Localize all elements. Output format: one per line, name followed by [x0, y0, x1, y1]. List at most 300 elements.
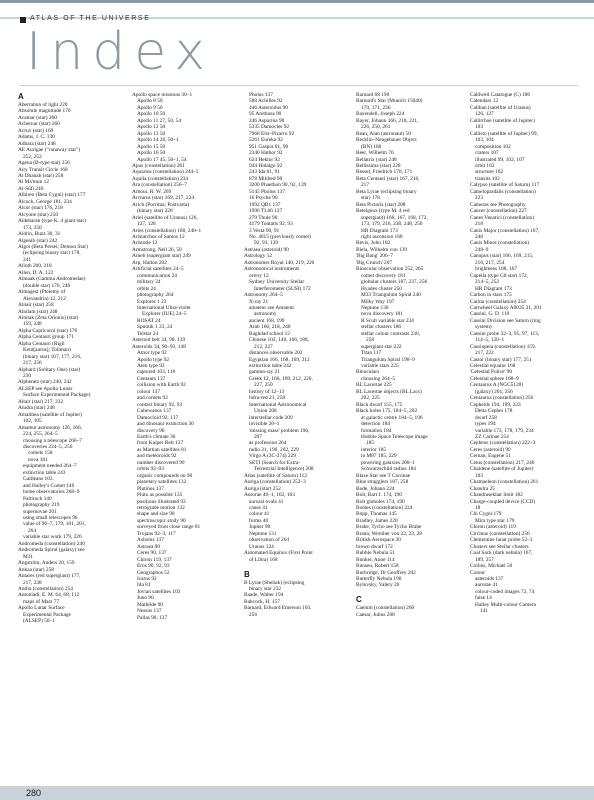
index-entry: radio 21, 196, 202, 229: [249, 446, 299, 453]
index-entry: detection 184: [361, 421, 390, 428]
index-entry: (binary star) 167, 177, 216,: [23, 353, 82, 360]
index-entry: Cassiopeia (constellation) 159,: [470, 343, 537, 350]
index-entry: Achernar (star) 260: [18, 121, 60, 128]
index-entry: positions illustrated 93: [137, 498, 186, 505]
index-entry: Celestial sphere 168–9: [470, 375, 519, 382]
index-entry: 224, 255, 264–5: [23, 431, 58, 438]
index-entry: stellar colour contrasts 230,: [361, 330, 421, 337]
index-entry: supergiant) 166, 167, 168, 172,: [361, 214, 428, 221]
index-entry: Bolt, Bart J. 174, 190: [356, 492, 402, 499]
index-entry: ZZ Carinae 254: [475, 434, 509, 441]
index-entry: (BN) 180: [361, 143, 382, 150]
index-entry: 127, 128: [137, 221, 156, 228]
index-entry: 185: [366, 440, 375, 447]
index-entry: No. 4015 (previously comet): [249, 233, 311, 240]
index-entry: Bolt globules 174, 190: [356, 498, 405, 505]
index-entry: Cepheus (constellation) 222–3: [470, 440, 536, 447]
index-entry: Hyades cluster 250: [361, 285, 402, 292]
index-entry: 878 Mildred 90: [249, 175, 283, 182]
index-entry: Bode, Johann 224: [356, 485, 395, 492]
index-entry: Caesar, Julius 208: [356, 611, 395, 618]
index-entry: Astronomical instruments: [244, 266, 300, 273]
index-entry: Almagest (Ptolemy of: [18, 289, 66, 296]
index-entry: Egyptian 166, 168, 169, 212: [249, 356, 310, 363]
index-entry: Damocloid 92, 137: [137, 414, 179, 421]
index-entry: Mira type star 179: [475, 517, 515, 524]
index-entry: collision with Earth 92: [137, 382, 186, 389]
index-entry: ancient 168, 199: [249, 317, 285, 324]
index-entry: Pallas 90, 137: [137, 614, 168, 621]
index-entry: Bellissima (star) 228: [356, 162, 401, 169]
index-entry: BL Lacertae objects (BL Lacs): [356, 388, 422, 395]
index-entry: Alcyone (star) 250: [18, 211, 59, 218]
index-entry: Cetus (constellation) 217, 246: [470, 459, 535, 466]
index-entry: nova discovery 181: [361, 311, 403, 318]
index-entry: Arneb (supergiant star) 249: [132, 253, 191, 260]
index-entry: Algol (Beta Persei; Demon Star): [18, 243, 88, 250]
index-entry: 246 Asporina 90: [249, 117, 285, 124]
index-entry: Bradley, James 220: [356, 517, 398, 524]
index-entry: 1996 TL66 137: [249, 208, 283, 215]
index-entry: Ara (constellation) 256–7: [132, 182, 187, 189]
index-entry: 159, 248: [23, 321, 42, 328]
index-entry: Asbolus 137: [137, 537, 164, 544]
index-entry: Apollo 8 50: [137, 98, 163, 105]
index-entry: Alpha Capricorni (star) 176: [18, 327, 78, 334]
index-entry: maps of Mars 77: [23, 598, 60, 605]
index-entry: Arbour, R. W. 269: [132, 188, 172, 195]
index-entry: supernovae 201: [23, 508, 57, 515]
index-entry: 103: [475, 472, 484, 479]
index-entry: brightness 168, 167: [475, 266, 518, 273]
index-entry: using small telescopes 96: [23, 515, 78, 521]
index-entry: Apollo Lunar Surface: [18, 605, 65, 612]
index-entry: Apollo 17 45, 50–1, 54: [137, 156, 187, 163]
index-entry: Interferometer (SUSI) 172: [254, 285, 311, 292]
index-entry: 264: [28, 527, 37, 534]
index-entry: Centaurus (constellation) 256: [470, 395, 534, 402]
index-entry: Artificial satellites 24–5: [132, 266, 184, 273]
index-entry: right ascension 168: [361, 233, 403, 240]
index-entry: choosing a telescope 266–7: [23, 437, 82, 444]
index-entry: Chandra 25: [470, 485, 495, 492]
index-entry: photography 264: [137, 292, 174, 299]
index-entry: 217, 256: [23, 360, 42, 367]
index-entry: contact binary 92, 93: [137, 401, 183, 408]
index-columns: [18, 92, 578, 782]
index-entry: discovery 90: [137, 427, 165, 434]
index-entry: 279 Thule 90: [249, 214, 278, 221]
index-entry: 170, 171, 236: [361, 104, 391, 111]
index-entry: Babcock, H. 157: [244, 598, 280, 605]
index-entry: Cassini probe 32–3, 95, 97, 113,: [470, 330, 540, 337]
index-entry: gamma-ray 21: [249, 369, 281, 376]
index-entry: British Aerospace 30: [356, 537, 401, 544]
index-entry: Uranus 124: [249, 543, 274, 550]
index-entry: discoveries 234–5, 256: [23, 444, 73, 451]
index-entry: M31: [23, 553, 34, 560]
index-entry: variable 173, 178, 179, 234: [475, 427, 534, 434]
index-entry: 3200 Phaethon 90, 92, 139: [249, 182, 307, 189]
index-entry: Milky Way 197: [361, 298, 395, 305]
section-letter: C: [356, 595, 362, 605]
index-entry: Cernan, Eugene 51: [470, 453, 511, 460]
index-entry: 3 Vesta 90, 91: [249, 227, 280, 234]
index-entry: Calendars 12: [470, 98, 499, 105]
index-entry: Apollo space missions 30–1: [132, 92, 193, 98]
index-entry: in M87 185, 229: [361, 453, 397, 460]
index-entry: 217, 222: [475, 350, 494, 357]
index-entry: Aristotle 12: [132, 240, 158, 247]
index-entry: 173, 179, 216, 238, 248, 250: [361, 221, 423, 228]
index-entry: 227, 250: [254, 382, 273, 389]
index-entry: planetary satellites 132: [137, 479, 187, 486]
index-entry: military 24: [137, 279, 161, 286]
index-entry: Black holes 175, 184–5, 202: [356, 408, 418, 415]
index-entry: 7968 Elst–Pizarro 92: [249, 130, 295, 137]
index-entry: Chaldene (satellite of Jupiter): [470, 466, 534, 473]
index-entry: Plutinos 137: [137, 485, 164, 492]
index-entry: Atlas (satellite of Saturn) 112: [244, 472, 308, 479]
index-entry: Jovian satellites 103: [137, 588, 181, 595]
index-entry: as profession 264: [249, 440, 287, 447]
index-entry: Juno 90: [137, 595, 154, 602]
index-entry: 212, 227: [254, 343, 273, 350]
index-entry: orbit 103: [475, 162, 495, 169]
index-entry: Cepheids 194, 199, 223: [470, 401, 521, 408]
index-entry: interstellar code 209: [249, 414, 293, 421]
index-entry: Schwarzschild radius 184: [361, 466, 416, 473]
index-entry: Clementine lunar probe 52–3: [470, 537, 533, 544]
index-entry: Allen, D. A. 122: [18, 269, 54, 276]
index-entry: Bopp, Thomas 145: [356, 511, 397, 518]
index-entry: Centaurus A (NGC5128): [470, 382, 524, 389]
index-entry: formation 184: [361, 427, 392, 434]
index-entry: Caelum (constellation) 260: [356, 605, 415, 612]
index-entry: Canes Venatici (constellation): [470, 214, 535, 221]
index-entry: Aberration of light 220: [18, 102, 68, 108]
index-entry: orbits 24: [137, 285, 156, 292]
index-entry: 5145 Pholus 137: [249, 188, 285, 195]
index-entry: 4179 Toutatis 92, 93: [249, 221, 293, 228]
index-entry: Colour: [470, 569, 485, 576]
index-entry: Greek 12, 166, 169, 212, 220,: [249, 375, 313, 382]
index-entry: retrograde motion 132: [137, 505, 185, 511]
index-entry: ROSAT 24: [137, 317, 161, 324]
running-title: ATLAS OF THE UNIVERSE: [30, 15, 151, 22]
index-entry: Geographos 52: [137, 569, 170, 576]
index-entry: Arcturus (star) 169, 217, 224: [132, 195, 195, 202]
index-entry: Aten type 92: [137, 363, 165, 370]
index-entry: Aldebaran (type K. 4 giant star): [18, 218, 86, 225]
index-entry: Airy Transit Circle 168: [18, 166, 68, 173]
index-entry: observation of 264: [249, 537, 290, 544]
index-entry: Antoniadi, E. M. 64, 68, 112: [18, 592, 80, 599]
index-entry: Mathilde 90: [137, 601, 163, 608]
index-entry: Chamaeleon (constellation) 261: [470, 479, 539, 486]
index-entry: interior 185: [361, 446, 387, 453]
index-entry: Caldwell Catalogue (C) 186: [470, 92, 531, 98]
index-entry: Auriga (constellation) 252–3: [244, 479, 306, 486]
index-entry: Ångström, Anders 20, 159: [18, 560, 75, 567]
index-entry: 189, 257: [475, 556, 494, 563]
index-entry: Sydney University Stellar: [249, 279, 305, 286]
index-entry: variable star work 179, 226: [23, 534, 82, 541]
index-entry: 252, 253: [23, 153, 42, 160]
index-entry: 207: [254, 434, 263, 441]
index-entry: 202, 225: [361, 395, 380, 402]
index-entry: 102, 105: [23, 418, 42, 425]
index-entry: Byluvsky, Valery 26: [356, 582, 400, 589]
index-entry: Terrestrial Intelligence) 208: [254, 466, 314, 473]
index-entry: Explorer 1 23: [137, 298, 167, 305]
index-entry: Burbridge, Dr Geoffrey 202: [356, 569, 416, 576]
index-entry: 214–5, 252: [475, 279, 500, 286]
index-entry: Astraea 90: [137, 543, 160, 550]
index-entry: X-ray 21: [249, 298, 269, 305]
index-entry: colour 41: [249, 511, 270, 518]
index-entry: Blue stragglers 187, 258: [356, 479, 409, 486]
index-entry: craters 107: [475, 150, 499, 157]
index-entry: Biela, Wilhelm von 139: [356, 246, 408, 253]
index-entry: Aurorae 40–1, 162, 163: [244, 492, 295, 499]
index-entry: Virgo A (3C-274) 229: [249, 453, 296, 460]
index-entry: Agena (B-type star) 256: [18, 160, 70, 167]
index-entry: 'Big Bang' 206–7: [356, 253, 393, 260]
index-entry: 226, 250, 261: [361, 124, 391, 131]
index-entry: Earth's climate 36: [137, 434, 176, 441]
index-entry: Cubewanos 137: [137, 408, 172, 415]
index-entry: comets 158: [28, 450, 53, 457]
index-entry: Alnair (star) 258: [18, 302, 54, 309]
index-entry: asteroids 137: [475, 575, 504, 582]
index-entry: Canis Major (constellation) 167,: [470, 227, 540, 234]
index-entry: Astraea (asteroid) 90: [244, 246, 289, 253]
index-entry: transits 102: [475, 175, 500, 182]
index-entry: shape and size 90: [137, 511, 175, 518]
index-entry: extinction table 242: [249, 363, 292, 370]
index-entry: Hubble Space Telescope image: [361, 434, 428, 441]
index-entry: Bellatrix (star) 248: [356, 156, 397, 163]
index-entry: Alcock, George 181, 234: [18, 198, 72, 205]
index-entry: Titan 117: [361, 350, 382, 357]
index-entry: Experimental Package: [23, 611, 71, 618]
index-entry: Baade, Walter 194: [244, 592, 284, 599]
index-entry: Barnard's Star (Munich 15040): [356, 98, 423, 105]
index-column-2: [132, 92, 238, 621]
index-entry: Pluto as possible 135: [137, 492, 183, 499]
index-entry: Albireo (Beta Cygni) (star) 177: [18, 192, 86, 199]
index-entry: history of 12–13: [249, 388, 285, 395]
index-entry: 217: [361, 182, 370, 189]
index-entry: communication 24: [137, 272, 177, 279]
section-letter: B: [244, 569, 250, 579]
index-entry: Alcor (star) 176, 218: [18, 205, 63, 212]
index-entry: Carbon in stars 175: [470, 292, 512, 299]
index-entry: Beta Lyrae (eclipsing binary: [356, 188, 417, 195]
index-entry: Adams, J. C. 130: [18, 134, 55, 141]
index-entry: Amor type 92: [137, 350, 167, 357]
index-entry: Al Ma'mun 12: [18, 179, 49, 186]
index-entry: HR Diagram 173: [475, 285, 512, 292]
index-entry: as Martian satellites 81: [137, 446, 187, 453]
index-entry: Collins, Michael 50: [470, 563, 513, 570]
index-entry: Alpheratz (star) 240, 242: [18, 379, 72, 386]
index-entry: extinction table 243: [23, 469, 66, 476]
footer-bar: [0, 786, 594, 800]
index-entry: BL Lacertae 225: [356, 382, 392, 389]
index-entry: 'Celestial Police' 90: [470, 369, 512, 376]
index-entry: 2340 Hathor 92: [249, 150, 283, 157]
index-entry: value of 96–7, 179, 181, 201,: [23, 521, 86, 528]
index-entry: 114–5, 120–1: [475, 337, 505, 344]
index-entry: Canopus (star) 166, 169, 215,: [470, 253, 534, 260]
index-entry: Neptune 130: [361, 304, 389, 311]
index-entry: 5261 Eureka 92: [249, 137, 283, 144]
index-entry: Paltiroch 140: [23, 495, 52, 502]
index-entry: of Libra) 168: [249, 556, 278, 563]
index-entry: Caliban (satellite of Uranus): [470, 104, 531, 111]
index-entry: Bean, Alan (astronaut) 50: [356, 130, 411, 137]
index-entry: 223: [475, 195, 484, 202]
index-entry: Bubble Nebula 51: [356, 550, 395, 557]
index-entry: stellar clusters 186: [361, 324, 402, 331]
index-entry: aurorae 41: [475, 582, 498, 589]
index-entry: Binoculars: [356, 369, 380, 376]
index-entry: Black dwarf 155, 175: [356, 401, 403, 408]
title-rule: [20, 85, 578, 86]
index-entry: Binocular observation 252, 265: [356, 266, 424, 273]
top-rule: [0, 0, 594, 3]
index-entry: Barnard, Edward Emerson 103,: [244, 605, 312, 612]
index-entry: orbits 92–93: [137, 466, 164, 473]
index-entry: dwarf 258: [475, 414, 497, 421]
index-entry: Icarus 92: [137, 575, 157, 582]
index-entry: and Halley's Comet 140: [23, 482, 75, 489]
index-entry: Bayer, Johann 166, 218, 221,: [356, 117, 419, 124]
index-entry: choosing 264–5: [361, 375, 395, 382]
index-entry: Delta Cephei 178: [475, 408, 513, 415]
index-entry: Chiron 119, 137: [137, 556, 172, 563]
section-letter: A: [18, 92, 24, 101]
index-entry: Apus (constellation) 261: [132, 162, 185, 169]
index-entry: 248–9: [475, 246, 489, 253]
index-entry: home observatories 268–9: [23, 489, 80, 496]
index-entry: Callisto (satellite of Jupiter) 99,: [470, 130, 538, 137]
index-entry: Alnilam (star) 248: [18, 308, 58, 315]
index-entry: 18: [475, 505, 481, 511]
index-entry: cause 41: [249, 505, 268, 511]
index-entry: (double star) 176, 240: [23, 282, 71, 289]
index-entry: Chiron (asteroid) 119: [470, 524, 516, 531]
index-entry: system): [475, 324, 492, 331]
index-entry: Cassini, G. D. 110: [470, 311, 510, 318]
index-entry: amateur see Amateur: [249, 304, 295, 311]
index-entry: Telstar 24: [137, 330, 159, 337]
index-entry: Braun, Wernher von 22, 23, 28: [356, 530, 422, 537]
index-entry: forms 40: [249, 517, 269, 524]
index-entry: Charge-coupled device (CCD): [470, 498, 536, 505]
index-entry: surveyed from close range 81: [137, 524, 201, 531]
index-entry: Ceres 90, 137: [137, 550, 167, 557]
index-entry: equipment needed 264–7: [23, 463, 77, 470]
index-entry: orrery 12: [249, 272, 269, 279]
index-entry: from Kuiper Belt 137: [137, 440, 184, 447]
index-entry: Eros 90, 92, 93: [137, 563, 170, 570]
index-entry: Cancer (constellation) 227: [470, 208, 527, 215]
index-entry: Carina (constellation) 254: [470, 298, 526, 305]
index-entry: Auriga (star) 252: [244, 485, 281, 492]
index-entry: Asteroid belt 34, 90, 139: [132, 337, 186, 344]
index-entry: Adhara (star) 248: [18, 140, 56, 147]
index-entry: 95 Arethusa 90: [249, 111, 282, 118]
index-entry: Surface Experimental Package): [23, 392, 91, 399]
index-entry: Algenib (star) 242: [18, 237, 58, 244]
index-entry: Acamar (star) 260: [18, 114, 57, 121]
index-entry: Altair (star) 217, 232: [18, 398, 64, 405]
index-entry: captured 103, 116: [137, 369, 176, 376]
index-entry: Astronomy 264–5: [244, 292, 283, 299]
index-entry: Castor (binary star) 177, 251: [470, 356, 532, 363]
index-entry: Beer, Wilhelm 76: [356, 150, 394, 157]
index-entry: infra-red 21, 258: [249, 395, 286, 402]
index-entry: 173, 250: [23, 224, 42, 231]
index-entry: structure 102: [475, 169, 504, 176]
index-entry: Halley Multi-colour Camera: [475, 601, 536, 608]
index-entry: Asteroids 34, 90–93, 148: [132, 343, 186, 350]
index-entry: Sputnik 1 23, 24: [137, 324, 173, 331]
index-entry: Ceres (asteroid) 90: [470, 446, 511, 453]
index-entry: Amalthea (satellite of Jupiter): [18, 411, 82, 418]
index-entry: colour-coded images 72, 74: [475, 588, 535, 595]
index-entry: Chandrasekhar limit 182: [470, 492, 523, 499]
index-entry: nova 181: [28, 456, 48, 463]
index-entry: SETI (Search for Extra-: [249, 459, 301, 466]
index-entry: Apollo 14 26, 50–1: [137, 137, 179, 144]
index-entry: Al-Sûfi 240: [18, 185, 44, 192]
index-entry: R Scuti variable star 234: [361, 317, 414, 324]
index-entry: and comets 92: [137, 395, 168, 402]
index-entry: Baghdad school 12: [249, 330, 290, 337]
index-entry: Arich (Porrima; Postvarta): [132, 201, 189, 208]
index-entry: Beta Pictoris (star) 208: [356, 201, 406, 208]
index-entry: globular clusters 187, 237, 256: [361, 279, 428, 286]
index-entry: Kent[aurus]; Toliman): [23, 347, 71, 354]
index-entry: 141: [480, 608, 489, 615]
index-entry: Galileans 103: [23, 476, 53, 483]
index-entry: Apollo 11 27, 50, 54: [137, 117, 182, 124]
index-entry: Apollo 15 50: [137, 143, 166, 150]
index-entry: Absolute magnitude 170: [18, 108, 71, 115]
index-entry: Alpha Centauri group 171: [18, 334, 74, 341]
index-entry: distances observable 202: [249, 350, 303, 357]
index-entry: AE Aurigae ("runaway star"): [18, 147, 81, 154]
index-entry: variable stars 225: [361, 363, 399, 370]
index-entry: Aristarchus of Samos 12: [132, 233, 185, 240]
index-entry: 5335 Damocles 92: [249, 124, 290, 131]
index-entry: Alphard (Solitary One) (star): [18, 366, 81, 373]
index-entry: Bessel, Friedrich 170, 171: [356, 169, 413, 176]
index-entry: 944 Hidalgo 92: [249, 162, 283, 169]
index-entry: 951 Gaspra 81, 90: [249, 143, 289, 150]
index-entry: Bevis, John 182: [356, 240, 391, 247]
index-entry: Beta Centauri (star) 167, 216,: [356, 175, 420, 182]
index-entry: 446 Asteroidus 90: [249, 104, 288, 111]
index-entry: Brahe, Tycho see Tycho Brahe: [356, 524, 422, 531]
index-entry: Antlia (constellation) 254: [18, 585, 73, 592]
index-entry: Bunker, Anne 114: [356, 556, 395, 563]
index-entry: Callirrhoe (satellite of Jupiter): [470, 117, 535, 124]
